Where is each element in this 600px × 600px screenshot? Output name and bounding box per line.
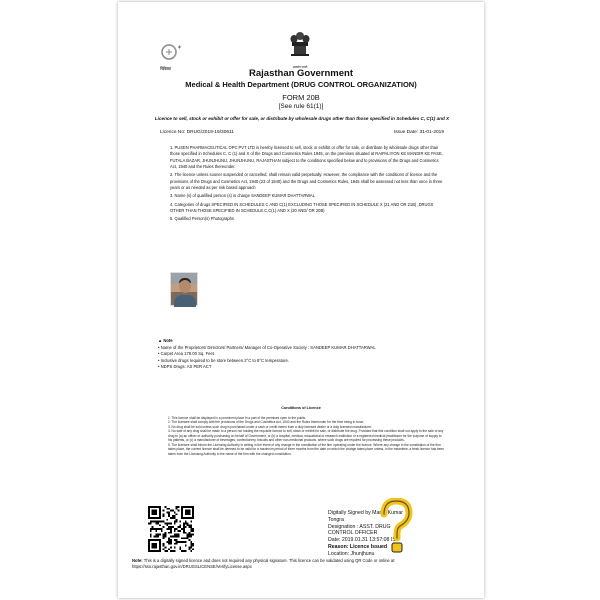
form-number: FORM 20B	[282, 93, 320, 102]
condition-item: 5. The licensee shall inform the Licensing Authority in writing in the event of any change in the constitution of the firm operating under the licence. Where any change in the constitution of the firm takes place, the current licence shall be deemed to be valid for a maximum period of three months from the date on which the change takes place unless, in the meantime, a fresh licence has been taken from the Licensing Authority in the name of the firm with the changed constitution.	[168, 442, 445, 456]
department-title: Medical & Health Department (DRUG CONTROL ORGANIZATION)	[185, 80, 417, 89]
note-item: • NDPS Drugs: AS PER ACT	[158, 364, 212, 369]
condition-item: 3. No drug shall be sold unless such drug is purchased under a cash or credit memo from a duly licensed dealer or a duly licensed manufacturer.	[168, 424, 372, 429]
clause-item: 5. Qualified Person(s) Photographs	[170, 216, 234, 222]
clause-item: 1. PUSEN PHARMACEUTICAL OPC PVT LTD is hereby licensed to sell, stock or exhibit or offer for sale, or distribute by wholesale drugs other than those specified in Schedules C, C (1) and X of the Drugs and Cosmetics Rules 1945, on the premises situated at RAIPALIYON KE MANDIR KE PASE, FUTALA BAZAR, JHUNJHUNU, JHUNJHUNU, RAJASTHAN subject to the conditions specified below and to provisions of the Drugs and Cosmetics Act, 1940 and the Rules thereunder.	[170, 145, 443, 170]
emblem-caption: सत्यमेव जयते	[292, 65, 308, 69]
note-heading: ▲ Note	[158, 338, 173, 343]
signature-line: Digitally Signed by Manoj Kumar	[328, 510, 403, 516]
condition-item: 2. The licensee shall comply with the provisions of the Drugs and Cosmetics Act, 1940 and the Rules thereunder for the time being in force.	[168, 420, 365, 425]
conditions-list	[162, 416, 446, 456]
conditions-title: Conditions of Licence	[281, 406, 321, 410]
logo-text: चिकित्सा	[160, 66, 171, 71]
bottom-note-label: Note:	[132, 558, 143, 563]
qr-code-icon	[148, 506, 194, 552]
bottom-note	[132, 558, 472, 570]
signature-line: Reason: Licence Issued	[328, 543, 388, 550]
signature-validity-question-icon	[376, 498, 416, 558]
clause-item: 2. The licence unless sooner suspended or cancelled, shall remain valid perpetually. However, the compliance with the conditions of licence and the provisions of the Drugs and Cosmetics Act, 1940 (23 of 1940) and the Drugs and Cosmetics Rules, 1945 shall be assessed not less than once in three years or as needed as per risk based approach	[170, 172, 443, 191]
licence-description: Licence to sell, stock or exhibit or offer for sale, or distribute by wholesale drugs other than those specified in Schedules C, C(1) and X	[154, 116, 450, 121]
licence-document	[118, 2, 484, 598]
note-section	[158, 338, 438, 371]
rule-reference: [See rule 61(1)]	[278, 103, 324, 110]
signature-line: Date: 2019.01.31 13:57:08 IST	[328, 537, 399, 543]
signature-line: CONTROL OFFICER	[328, 530, 378, 537]
licence-number: Licence No: DRUG/2019-19/30611	[160, 130, 235, 135]
bottom-note-text: This is a digitally signed licence and does not required any physical signature. This licence can be validated using QR Code or online at https://sso.rajasthan.gov.in/DRUGSLICENSE/VerifyLicense.aspx	[132, 558, 395, 569]
licence-clauses	[162, 145, 446, 225]
issue-date: Issue Date: 31-01-2019	[393, 130, 444, 135]
clause-item: 4. Categories of drugs SPECIFIED IN SCHEDULES C AND C(1) EXCLUDING THOSE SPECIFIED IN SCHEDULE X (21 AND OR 21B) ,DRUGS OTHER THAN THOSE SPECIFIED IN SCHEDULE C,C(1) AND X (20 AND/ OR 20B)	[170, 201, 434, 214]
signature-line: Designation : ASST. DRUG	[328, 523, 391, 530]
condition-item: 1. This licence shall be displayed in a prominent place in a part of the premises open to the public.	[168, 416, 307, 420]
clause-item: 3. Name (s) of qualified person (s) in charge SANDEEP KUMAR DHATTARWAL	[170, 193, 315, 199]
qualified-person-photo	[170, 272, 198, 306]
signature-line: Location: Jhunjhunu	[328, 550, 375, 557]
condition-item: 4. No sale of any drug shall be made to a person not holding the requisite licence to sell, stock or exhibit for sale, or distribute the drug. Provided that this condition shall not apply to the sale of any drug to (a) an officer or authority purchasing on behalf of Government, or (b) a hospital, medical, educational or research institution or a registered medical practitioner for the purpose of supply to his patients, or (c) a manufacturer of beverages, confectionery, biscuits and other non-medicinal products, where such drugs are required for processing these products.	[168, 429, 444, 443]
signature-line: Tongra	[328, 516, 344, 523]
note-item: • Carpet Area 178.00 Sq. Feet.	[158, 351, 216, 356]
national-emblem-icon	[288, 30, 312, 69]
health-logo-icon	[160, 42, 186, 64]
note-item: • Name of the Proprietors/ Directors/ Partners/ Manager of Co-Operative Society : SANDEEP KUMAR DHATTARWAL	[158, 344, 376, 350]
government-title: Rajasthan Government	[249, 68, 353, 79]
note-item: • Inclusive drugs required to be store between 2°C to 8°C temperature.	[158, 357, 289, 363]
document-header	[118, 68, 484, 110]
